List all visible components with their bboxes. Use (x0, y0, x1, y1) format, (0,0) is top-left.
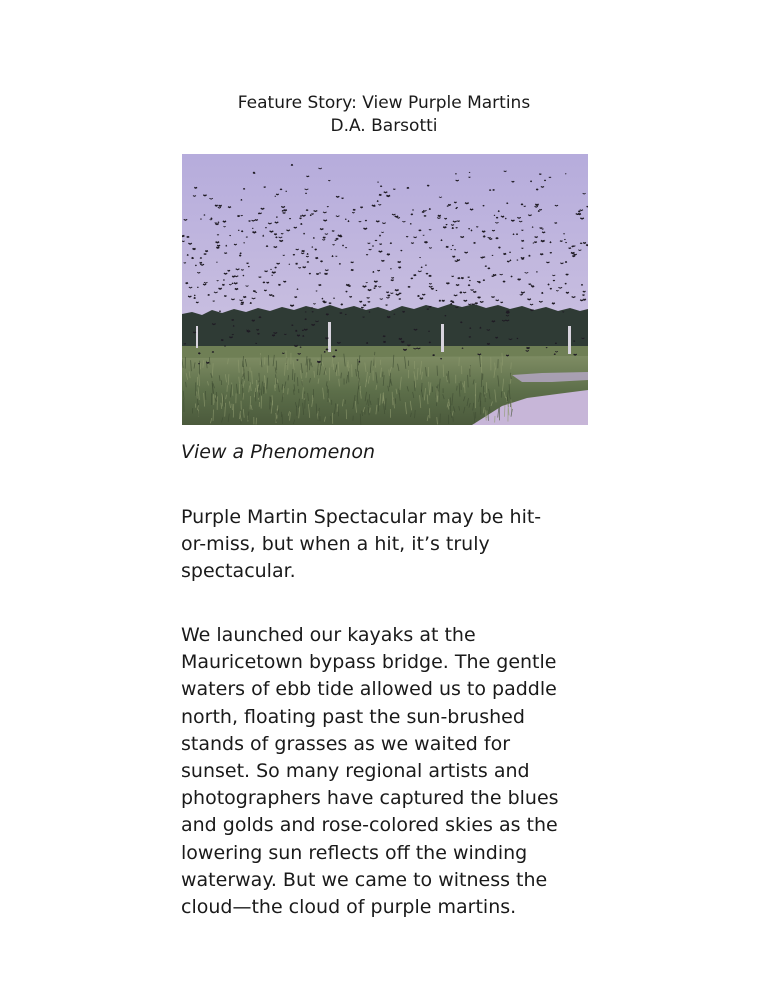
bird (536, 189, 538, 190)
bird (422, 294, 425, 295)
bird (234, 244, 237, 245)
bird (500, 302, 502, 303)
bird (469, 337, 471, 338)
body-paragraph (181, 622, 601, 921)
bird (363, 286, 367, 287)
grass-blade (504, 405, 505, 417)
bird (521, 258, 524, 259)
page-title: Feature Story: View Purple Martins (237, 93, 531, 113)
bird (407, 188, 409, 189)
bird (280, 189, 282, 190)
bird (303, 267, 306, 268)
bird (507, 261, 509, 262)
bird (443, 227, 446, 228)
bird (427, 309, 429, 310)
paragraph-line: spectacular. (181, 560, 296, 583)
bird (307, 262, 309, 263)
bird (234, 283, 238, 284)
title-block (0, 92, 768, 138)
bird (420, 298, 423, 299)
bird (219, 288, 222, 289)
bird (442, 300, 445, 301)
bird (475, 303, 477, 304)
bird (492, 276, 494, 277)
bird (429, 306, 432, 307)
bird (375, 286, 377, 287)
bird (235, 289, 238, 290)
paragraph-line: sunset. So many regional artists and (181, 760, 530, 783)
paragraph-line: Purple Martin Spectacular may be hit- (181, 506, 542, 528)
bird (259, 277, 262, 278)
bird (274, 234, 277, 235)
bird (316, 274, 319, 275)
bird (293, 254, 295, 255)
bird (182, 235, 184, 236)
grass-blade (214, 394, 215, 403)
bird (329, 303, 331, 304)
grass-blade (422, 383, 423, 392)
bird (274, 247, 277, 248)
bird (531, 286, 534, 287)
bird (294, 227, 297, 228)
bird (580, 243, 582, 244)
bird (323, 301, 325, 302)
bird (284, 210, 287, 211)
bird (398, 262, 401, 263)
bird (187, 237, 190, 238)
bird (427, 185, 429, 186)
bird (243, 297, 246, 298)
bird (399, 299, 401, 300)
bird (586, 245, 588, 246)
bird (518, 279, 521, 280)
bird (403, 349, 406, 350)
bird (341, 198, 343, 199)
bird (368, 290, 372, 291)
bird (549, 177, 551, 178)
bird (290, 305, 294, 306)
bird (298, 267, 300, 268)
bird (452, 302, 454, 303)
bird (306, 176, 309, 177)
bird (552, 303, 555, 304)
bird (241, 270, 244, 271)
bird (583, 291, 586, 292)
bird (566, 274, 569, 275)
bird (224, 273, 227, 274)
bird (393, 189, 395, 190)
bird (524, 206, 526, 207)
bird (228, 270, 231, 271)
bird (326, 349, 328, 350)
bird (431, 288, 434, 289)
bird (425, 242, 428, 243)
bird (496, 238, 499, 239)
bird (534, 242, 537, 243)
bird (336, 238, 339, 239)
bird (247, 263, 249, 264)
bird (266, 282, 269, 283)
bird (213, 301, 215, 302)
martin-flock-photo (182, 154, 588, 425)
bird (193, 332, 196, 333)
bird (360, 207, 362, 208)
bird (323, 237, 326, 238)
bird (424, 216, 426, 217)
bird (574, 354, 577, 355)
bird (315, 258, 318, 259)
bird (527, 299, 531, 300)
bird (215, 224, 218, 225)
bird (256, 329, 258, 330)
bird (319, 285, 322, 286)
bird (566, 292, 569, 293)
bird (493, 275, 496, 276)
bird (379, 251, 383, 252)
grass-blade (511, 373, 512, 379)
bird (351, 270, 354, 271)
bird (368, 301, 370, 302)
paragraph-line: Mauricetown bypass bridge. The gentle (181, 651, 557, 674)
bird (408, 286, 410, 287)
bird (512, 181, 515, 182)
bird (219, 205, 222, 206)
bird (560, 241, 563, 242)
bird (387, 317, 390, 318)
bird (374, 281, 377, 282)
bird (457, 260, 460, 261)
bird (253, 232, 257, 233)
bird (297, 335, 300, 336)
bird (457, 221, 460, 222)
bird (269, 295, 272, 296)
bird (481, 257, 484, 258)
bird (317, 361, 320, 362)
bird (259, 317, 261, 318)
bird (422, 212, 424, 213)
bird (361, 307, 363, 308)
bird (402, 311, 404, 312)
bird (276, 194, 279, 195)
bird (399, 293, 401, 294)
bird (186, 283, 188, 284)
bird (386, 195, 390, 196)
bird (340, 313, 343, 314)
bird (278, 284, 280, 285)
bird (507, 311, 510, 312)
bird (353, 209, 355, 210)
bird (259, 213, 262, 214)
bird (482, 231, 485, 232)
bird (223, 221, 226, 222)
bird (452, 276, 454, 277)
bird (224, 296, 226, 297)
bird (383, 341, 385, 342)
bird (454, 202, 456, 203)
bird (206, 362, 209, 363)
bird (306, 210, 308, 211)
paragraph-line: or-miss, but when a hit, it’s truly (181, 533, 490, 556)
grass-blade (288, 375, 289, 380)
bird (188, 243, 192, 244)
bird (376, 221, 379, 222)
bird (351, 262, 354, 263)
bird (241, 302, 244, 303)
bird (379, 244, 381, 245)
bird (232, 276, 235, 277)
bird (530, 310, 533, 311)
paragraph-line: and golds and rose-colored skies as the (181, 814, 558, 837)
bird (204, 254, 207, 255)
bird (391, 280, 394, 281)
bird (333, 244, 335, 245)
bird (377, 270, 380, 271)
bird (320, 261, 322, 262)
bird (375, 240, 377, 241)
bird (217, 245, 220, 246)
bird (460, 292, 462, 293)
bird (340, 236, 342, 237)
grass-blade (385, 398, 386, 410)
bird (253, 291, 255, 292)
bird (221, 340, 223, 341)
bird (313, 303, 315, 304)
bird (363, 228, 367, 229)
bird (200, 262, 202, 263)
bird (215, 205, 218, 206)
bird (398, 267, 400, 268)
bird (261, 208, 265, 209)
bird (511, 220, 514, 221)
paragraph-line: waters of ebb tide allowed us to paddle (181, 678, 557, 701)
bird (228, 207, 231, 208)
bird (283, 255, 285, 256)
bird (281, 233, 283, 234)
bird (395, 216, 399, 217)
bird (583, 299, 586, 300)
grass-blade (489, 407, 490, 412)
bird (383, 336, 385, 337)
bird (555, 223, 558, 224)
bird (503, 281, 505, 282)
bird (247, 331, 250, 332)
bird (470, 209, 473, 210)
bird (521, 240, 524, 241)
bird (277, 263, 280, 264)
bird (438, 215, 441, 216)
bird (311, 214, 313, 215)
bird (448, 205, 451, 206)
bird (255, 220, 258, 221)
bird (320, 229, 323, 230)
bird (411, 278, 413, 279)
bird (407, 345, 410, 346)
bird (526, 348, 529, 349)
bird (326, 314, 328, 315)
bird (294, 345, 298, 346)
bird (572, 256, 575, 257)
bird (352, 212, 354, 213)
bird (279, 240, 283, 241)
bird (540, 254, 543, 255)
bird (336, 196, 339, 197)
bird (433, 355, 435, 356)
paragraph-line: waterway. But we came to witness the (181, 868, 548, 891)
bird (488, 268, 490, 269)
bird (387, 254, 390, 255)
photo-caption: View a Phenomenon (181, 441, 375, 463)
bird (346, 285, 349, 286)
bird (232, 320, 234, 321)
bird (363, 305, 366, 306)
bird (495, 337, 497, 338)
bird (302, 251, 305, 252)
bird (217, 235, 219, 236)
bird (283, 213, 286, 214)
bird (411, 214, 413, 215)
bird (583, 243, 586, 244)
bird (580, 300, 583, 301)
bird (311, 324, 314, 325)
bird (506, 355, 509, 356)
intro-paragraph (181, 504, 601, 586)
bird (489, 239, 492, 240)
grass-blade (468, 375, 469, 388)
bird (571, 252, 575, 253)
paragraph-line: lowering sun reflects off the winding (181, 841, 528, 864)
bird (216, 242, 220, 243)
bird (325, 338, 328, 339)
grass-blade (378, 398, 379, 412)
bird (332, 231, 334, 232)
bird (478, 297, 481, 298)
bird (395, 290, 399, 291)
bird (458, 278, 460, 279)
bird (349, 296, 351, 297)
bird (401, 341, 404, 342)
bird (196, 302, 199, 303)
bird (324, 273, 327, 274)
bird (264, 187, 266, 188)
bird (237, 216, 239, 217)
bird (359, 301, 362, 302)
bird (503, 254, 506, 255)
bird (263, 282, 265, 283)
bird (304, 329, 307, 330)
grass-blade (511, 362, 512, 369)
bird (205, 251, 208, 252)
bird (582, 295, 584, 296)
bird (391, 278, 394, 279)
bird (188, 296, 191, 297)
bird (446, 246, 449, 247)
bird (296, 263, 298, 264)
paragraph-line: stands of grasses as we waited for (181, 732, 511, 755)
bird (429, 283, 432, 284)
bird (396, 294, 400, 295)
bird (456, 285, 459, 286)
paragraph-line: cloud—the cloud of purple martins. (181, 896, 517, 919)
bird (487, 343, 490, 344)
bird (328, 180, 330, 181)
bird (333, 356, 336, 357)
bird (419, 230, 421, 231)
bird (540, 228, 543, 229)
bird (461, 278, 463, 279)
bird (414, 275, 417, 276)
photo-illustration (182, 154, 588, 425)
bird (264, 290, 266, 291)
bird (381, 260, 384, 261)
bird (539, 174, 541, 175)
bird (426, 273, 428, 274)
bird (399, 338, 402, 339)
bird (473, 291, 476, 292)
bird (184, 344, 186, 345)
bird (388, 295, 390, 296)
bird (193, 249, 196, 250)
bird (541, 240, 545, 241)
bird (257, 333, 259, 334)
paragraph-line: photographers have captured the blues (181, 787, 559, 810)
paragraph-line: north, floating past the sun-brushed (181, 705, 525, 728)
bird (224, 253, 227, 254)
bird (444, 218, 447, 219)
bird (272, 335, 275, 336)
bird (386, 292, 389, 293)
bird (574, 254, 577, 255)
bird (569, 248, 571, 249)
bird (283, 281, 285, 282)
bird (379, 195, 381, 196)
author-byline: D.A. Barsotti (330, 116, 438, 136)
bird (542, 232, 545, 233)
bird (529, 284, 531, 285)
bird (476, 227, 478, 228)
bird (521, 204, 523, 205)
bird (272, 272, 276, 273)
bird (452, 256, 455, 257)
bird (406, 236, 408, 237)
bird (429, 275, 432, 276)
bird (203, 284, 206, 285)
bird (194, 187, 197, 188)
bird (241, 215, 243, 216)
bird (492, 230, 495, 231)
bird (216, 247, 219, 248)
paragraph-line: We launched our kayaks at the (181, 624, 476, 646)
bird (539, 209, 541, 210)
bird (203, 195, 206, 196)
bird (446, 283, 449, 284)
bird (535, 204, 538, 205)
bird (222, 284, 224, 285)
bird (252, 320, 255, 321)
bird (294, 297, 297, 298)
bird (492, 321, 495, 322)
